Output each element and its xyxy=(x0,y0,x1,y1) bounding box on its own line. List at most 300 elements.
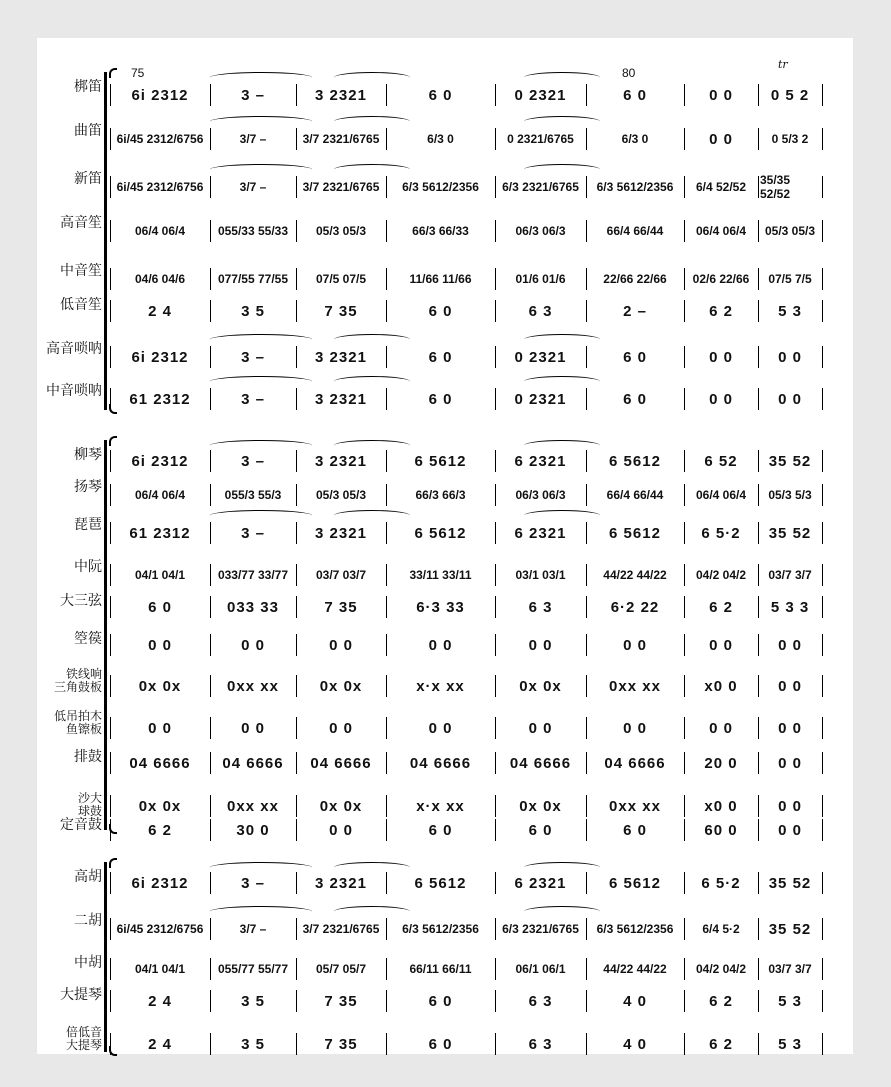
measure-cell: 0 0 xyxy=(709,390,733,408)
measure-cell: 3 – xyxy=(241,452,265,470)
barline xyxy=(586,450,587,472)
measure-cell: 6/3 2321/6765 xyxy=(502,922,579,936)
measure-cell: 5 3 xyxy=(778,1035,802,1053)
measure-cell: 6 3 xyxy=(528,598,553,616)
measure-cell: 07/5 7/5 xyxy=(768,272,812,286)
slur-mark xyxy=(334,116,410,127)
measure-cell: 3 – xyxy=(241,390,265,408)
measure-cell: 0xx xx xyxy=(609,677,661,695)
measure-cell: 6 2 xyxy=(709,992,733,1010)
barline xyxy=(110,819,111,841)
instrument-label: 二胡 xyxy=(74,913,102,929)
measure-cell: 5 3 xyxy=(778,992,802,1010)
barline xyxy=(210,717,211,739)
staff-row xyxy=(110,912,830,946)
barline xyxy=(495,388,496,410)
barline xyxy=(822,300,823,322)
barline xyxy=(296,717,297,739)
barline xyxy=(296,675,297,697)
barline xyxy=(210,484,211,506)
measure-cell: 0 0 xyxy=(623,719,647,737)
instrument-label: 中音唢呐 xyxy=(46,383,102,399)
measure-cell: 44/22 44/22 xyxy=(603,568,667,582)
barline xyxy=(758,388,759,410)
measure-cell: 0 0 xyxy=(778,754,802,772)
measure-cell: 66/4 66/44 xyxy=(606,224,664,238)
instrument-label: 大提琴 xyxy=(60,987,102,1003)
measure-cell: 0 0 xyxy=(778,821,802,839)
barline xyxy=(495,918,496,940)
measure-cell: 055/33 55/33 xyxy=(217,224,289,238)
slur-mark xyxy=(334,72,410,83)
barline xyxy=(586,346,587,368)
barline xyxy=(296,300,297,322)
barline xyxy=(296,795,297,817)
measure-cell: 35 52 xyxy=(768,920,812,938)
barline xyxy=(495,450,496,472)
measure-cell: 05/3 5/3 xyxy=(768,488,812,502)
trill-mark: tr xyxy=(778,58,788,71)
measure-cell: 6/3 5612/2356 xyxy=(402,922,479,936)
barline xyxy=(822,346,823,368)
measure-cell: 6 5612 xyxy=(609,524,661,542)
measure-cell: 7 35 xyxy=(324,598,358,616)
barline xyxy=(110,1033,111,1055)
measure-cell: 3 2321 xyxy=(315,86,367,104)
measure-cell: 11/66 11/66 xyxy=(409,272,472,286)
barline xyxy=(586,84,587,106)
measure-cell: x0 0 xyxy=(704,797,738,815)
barline xyxy=(758,564,759,586)
instrument-label: 扬琴 xyxy=(74,479,102,495)
slur-mark xyxy=(210,440,312,451)
measure-cell: 0 2321 xyxy=(514,390,567,408)
barline xyxy=(586,596,587,618)
barline xyxy=(210,596,211,618)
barline xyxy=(495,128,496,150)
measure-cell: 0x 0x xyxy=(319,797,363,815)
barline xyxy=(386,522,387,544)
measure-cell: 0x 0x xyxy=(519,677,562,695)
staff-row xyxy=(110,748,830,778)
measure-cell: 3 2321 xyxy=(315,348,367,366)
slur-mark xyxy=(524,72,600,83)
barline xyxy=(386,84,387,106)
barline xyxy=(684,522,685,544)
measure-cell: 6/3 5612/2356 xyxy=(596,180,674,194)
barline xyxy=(822,484,823,506)
barline xyxy=(296,388,297,410)
measure-cell: 3 – xyxy=(241,348,265,366)
barline xyxy=(495,795,496,817)
measure-cell: 61 2312 xyxy=(129,390,191,408)
measure-cell: 0 0 xyxy=(709,130,733,148)
measure-cell: 6i 2312 xyxy=(131,348,189,366)
barline xyxy=(684,84,685,106)
barline xyxy=(822,872,823,894)
barline xyxy=(684,128,685,150)
barline xyxy=(210,268,211,290)
barline xyxy=(586,634,587,656)
measure-cell: 7 35 xyxy=(324,302,358,320)
staff-row xyxy=(110,1024,830,1064)
barline xyxy=(684,484,685,506)
barline xyxy=(210,522,211,544)
barline xyxy=(822,388,823,410)
measure-cell: 03/7 3/7 xyxy=(768,568,812,582)
barline xyxy=(822,717,823,739)
barline xyxy=(386,346,387,368)
instrument-label: 梆笛 xyxy=(74,79,102,95)
barline xyxy=(758,268,759,290)
barline xyxy=(110,596,111,618)
barline xyxy=(296,564,297,586)
barline xyxy=(210,450,211,472)
measure-cell: 66/3 66/33 xyxy=(412,224,469,238)
barline xyxy=(758,634,759,656)
barline xyxy=(495,220,496,242)
measure-cell: 66/4 66/44 xyxy=(606,488,664,502)
measure-cell: 33/11 33/11 xyxy=(409,568,472,582)
measure-cell: 0 5 2 xyxy=(770,86,810,104)
measure-cell: 5 3 3 xyxy=(770,598,810,616)
measure-cell: 0 0 xyxy=(709,86,733,104)
barline xyxy=(586,752,587,774)
barline xyxy=(110,388,111,410)
measure-cell: 0x 0x xyxy=(319,677,363,695)
instrument-label-line: 鱼镲板 xyxy=(65,722,102,736)
measure-cell: 61 2312 xyxy=(129,524,191,542)
barline xyxy=(586,717,587,739)
measure-cell: 0 0 xyxy=(709,636,733,654)
instrument-label-line: 球鼓 xyxy=(77,804,102,818)
barline xyxy=(586,522,587,544)
measure-cell: 3 5 xyxy=(241,992,265,1010)
measure-cell: 6/4 52/52 xyxy=(695,180,747,194)
barline xyxy=(822,128,823,150)
measure-cell: 0 0 xyxy=(778,636,802,654)
measure-cell: 0x 0x xyxy=(138,797,182,815)
barline xyxy=(495,84,496,106)
staff-row xyxy=(110,478,830,512)
barline xyxy=(758,717,759,739)
barline xyxy=(586,128,587,150)
slur-mark xyxy=(524,906,600,917)
measure-cell: 0 0 xyxy=(329,821,353,839)
barline xyxy=(495,484,496,506)
barline xyxy=(758,819,759,841)
staff-row xyxy=(110,262,830,296)
measure-cell: 06/3 06/3 xyxy=(515,488,566,502)
measure-cell: 3/7 2321/6765 xyxy=(302,922,380,936)
measure-cell: 05/3 05/3 xyxy=(764,224,816,238)
measure-cell: 6 0 xyxy=(428,1035,453,1053)
instrument-label xyxy=(46,710,102,736)
measure-cell: 0 0 xyxy=(528,719,553,737)
staff-row xyxy=(110,122,830,156)
barline xyxy=(495,300,496,322)
measure-cell: 04 6666 xyxy=(604,754,666,772)
staff-row xyxy=(110,708,830,748)
barline xyxy=(822,819,823,841)
measure-cell: 02/6 22/66 xyxy=(692,272,750,286)
barline xyxy=(296,268,297,290)
measure-cell: 0 0 xyxy=(778,719,802,737)
measure-cell: 04/1 04/1 xyxy=(134,962,186,976)
measure-cell: 0 2321 xyxy=(514,348,567,366)
barline xyxy=(822,958,823,980)
measure-cell: 6 0 xyxy=(428,390,453,408)
barline xyxy=(386,958,387,980)
measure-cell: 4 0 xyxy=(623,992,647,1010)
measure-cell: 04/2 04/2 xyxy=(695,962,747,976)
measure-cell: 0 0 xyxy=(148,636,172,654)
measure-cell: 6 0 xyxy=(428,348,453,366)
staff-row xyxy=(110,340,830,374)
measure-cell: 0 0 xyxy=(428,719,453,737)
measure-cell: 0 2321/6765 xyxy=(507,132,574,146)
slur-mark xyxy=(524,440,600,451)
barline xyxy=(110,717,111,739)
barline xyxy=(586,819,587,841)
barline xyxy=(386,990,387,1012)
measure-cell: 44/22 44/22 xyxy=(603,962,667,976)
measure-cell: 6 0 xyxy=(623,821,647,839)
barline xyxy=(296,990,297,1012)
barline xyxy=(386,1033,387,1055)
barline xyxy=(495,176,496,198)
instrument-label-line: 大提琴 xyxy=(65,1038,102,1052)
measure-cell: 033/77 33/77 xyxy=(217,568,289,582)
instrument-label: 大三弦 xyxy=(60,593,102,609)
barline xyxy=(822,564,823,586)
barline xyxy=(822,1033,823,1055)
barline xyxy=(758,522,759,544)
measure-cell: 35 52 xyxy=(768,874,812,892)
instrument-label: 曲笛 xyxy=(74,123,102,139)
barline xyxy=(822,268,823,290)
barline xyxy=(386,918,387,940)
measure-cell: 04 6666 xyxy=(222,754,284,772)
slur-mark xyxy=(210,72,312,83)
measure-cell: 2 4 xyxy=(148,992,172,1010)
barline xyxy=(684,268,685,290)
barline xyxy=(684,388,685,410)
measure-cell: 0 0 xyxy=(329,636,353,654)
measure-cell: 6 0 xyxy=(148,598,172,616)
barline xyxy=(758,872,759,894)
measure-cell: 6·3 33 xyxy=(416,598,465,616)
barline xyxy=(822,84,823,106)
staff-row xyxy=(110,296,830,326)
barline xyxy=(822,450,823,472)
measure-cell: 0xx xx xyxy=(227,797,279,815)
measure-cell: 0 0 xyxy=(148,719,172,737)
barline xyxy=(495,872,496,894)
measure-cell: 05/3 05/3 xyxy=(315,488,367,502)
measure-cell: 0 0 xyxy=(329,719,353,737)
barline xyxy=(210,346,211,368)
measure-cell: 6 2 xyxy=(709,1035,733,1053)
barline xyxy=(684,752,685,774)
measure-cell: 6 5612 xyxy=(414,874,467,892)
measure-cell: x0 0 xyxy=(704,677,738,695)
barline xyxy=(110,300,111,322)
slur-mark xyxy=(334,862,410,873)
measure-cell: 0 0 xyxy=(778,677,802,695)
slur-mark xyxy=(334,510,410,521)
measure-cell: 04/2 04/2 xyxy=(695,568,747,582)
barline xyxy=(110,84,111,106)
measure-cell: 6 5612 xyxy=(414,524,467,542)
measure-cell: 6 2 xyxy=(709,598,733,616)
measure-cell: 6 0 xyxy=(428,86,453,104)
measure-cell: 30 0 xyxy=(236,821,270,839)
measure-cell: 3 2321 xyxy=(315,390,367,408)
staff-row xyxy=(110,170,830,204)
measure-cell: 6 3 xyxy=(528,992,553,1010)
barline xyxy=(822,752,823,774)
measure-cell: 6 0 xyxy=(428,992,453,1010)
slur-mark xyxy=(524,862,600,873)
staff-row xyxy=(110,816,830,844)
measure-cell: 077/55 77/55 xyxy=(217,272,289,286)
instrument-label: 定音鼓 xyxy=(60,817,102,833)
barline xyxy=(386,872,387,894)
measure-cell: 6/4 5·2 xyxy=(702,922,740,936)
measure-cell: 05/7 05/7 xyxy=(315,962,367,976)
barline xyxy=(822,990,823,1012)
instrument-label: 高音笙 xyxy=(60,215,102,231)
barline xyxy=(586,918,587,940)
measure-cell: 2 4 xyxy=(148,1035,172,1053)
barline xyxy=(386,388,387,410)
measure-cell: 3 – xyxy=(241,874,265,892)
barline xyxy=(296,872,297,894)
measure-cell: 6 2321 xyxy=(514,874,567,892)
barline xyxy=(296,958,297,980)
measure-cell: 6 0 xyxy=(428,302,453,320)
measure-cell: 3 2321 xyxy=(315,452,367,470)
measure-cell: x·x xx xyxy=(416,797,465,815)
barline xyxy=(586,388,587,410)
slur-mark xyxy=(334,440,410,451)
barline xyxy=(822,220,823,242)
measure-cell: 3/7 2321/6765 xyxy=(302,132,380,146)
barline xyxy=(822,522,823,544)
barline xyxy=(386,564,387,586)
measure-cell: 6 2 xyxy=(709,302,733,320)
barline xyxy=(684,958,685,980)
barline xyxy=(495,268,496,290)
measure-cell: 6/3 5612/2356 xyxy=(402,180,479,194)
barline xyxy=(296,918,297,940)
measure-cell: 2 – xyxy=(623,302,647,320)
barline xyxy=(495,819,496,841)
barline xyxy=(822,634,823,656)
measure-cell: 6/3 0 xyxy=(427,132,454,146)
barline xyxy=(495,675,496,697)
barline xyxy=(296,84,297,106)
barline xyxy=(386,220,387,242)
measure-cell: 5 3 xyxy=(778,302,802,320)
measure-cell: 03/1 03/1 xyxy=(515,568,566,582)
barline xyxy=(586,675,587,697)
barline xyxy=(110,176,111,198)
staff-row xyxy=(110,986,830,1016)
barline xyxy=(822,176,823,198)
instrument-label: 琵琶 xyxy=(74,517,102,533)
barline xyxy=(210,795,211,817)
instrument-label-line: 低吊拍木 xyxy=(53,709,102,723)
measure-cell: 0 0 xyxy=(528,636,553,654)
measure-cell: 6i 2312 xyxy=(131,86,189,104)
measure-cell: 05/3 05/3 xyxy=(315,224,367,238)
measure-cell: 0 0 xyxy=(428,636,453,654)
slur-mark xyxy=(524,510,600,521)
measure-cell: 6 3 xyxy=(528,302,553,320)
measure-cell: 6 0 xyxy=(428,821,453,839)
measure-cell: 6 2321 xyxy=(514,452,567,470)
barline xyxy=(684,596,685,618)
measure-cell: 20 0 xyxy=(704,754,738,772)
barline xyxy=(386,128,387,150)
measure-cell: 06/4 06/4 xyxy=(134,488,186,502)
barline xyxy=(495,596,496,618)
barline xyxy=(684,872,685,894)
barline xyxy=(110,872,111,894)
instrument-label: 新笛 xyxy=(74,171,102,187)
barline xyxy=(386,300,387,322)
barline xyxy=(296,346,297,368)
barline xyxy=(296,1033,297,1055)
slur-mark xyxy=(524,334,600,345)
measure-cell: 033 33 xyxy=(227,598,279,616)
barline xyxy=(586,990,587,1012)
barline xyxy=(386,634,387,656)
barline xyxy=(210,388,211,410)
measure-cell: 6 52 xyxy=(704,452,738,470)
measure-cell: 0 0 xyxy=(623,636,647,654)
barline xyxy=(296,176,297,198)
barline xyxy=(210,564,211,586)
measure-cell: 06/3 06/3 xyxy=(515,224,566,238)
measure-cell: 6i/45 2312/6756 xyxy=(116,132,204,146)
barline xyxy=(495,752,496,774)
measure-cell: x·x xx xyxy=(416,677,465,695)
barline xyxy=(110,990,111,1012)
measure-cell: 6·2 22 xyxy=(610,598,660,616)
measure-cell: 35 52 xyxy=(768,524,812,542)
measure-cell: 3 – xyxy=(241,524,265,542)
barline xyxy=(296,484,297,506)
measure-cell: 6i 2312 xyxy=(131,874,189,892)
barline xyxy=(296,522,297,544)
slur-mark xyxy=(210,116,312,127)
barline xyxy=(758,918,759,940)
barline xyxy=(210,1033,211,1055)
measure-cell: 6 0 xyxy=(528,821,553,839)
barline xyxy=(495,522,496,544)
measure-cell: 6 5612 xyxy=(609,452,661,470)
measure-cell: 0 0 xyxy=(778,797,802,815)
barline xyxy=(822,795,823,817)
barline xyxy=(386,752,387,774)
measure-cell: 04 6666 xyxy=(310,754,372,772)
barline xyxy=(758,484,759,506)
barline xyxy=(210,958,211,980)
measure-cell: 35 52 xyxy=(768,452,812,470)
